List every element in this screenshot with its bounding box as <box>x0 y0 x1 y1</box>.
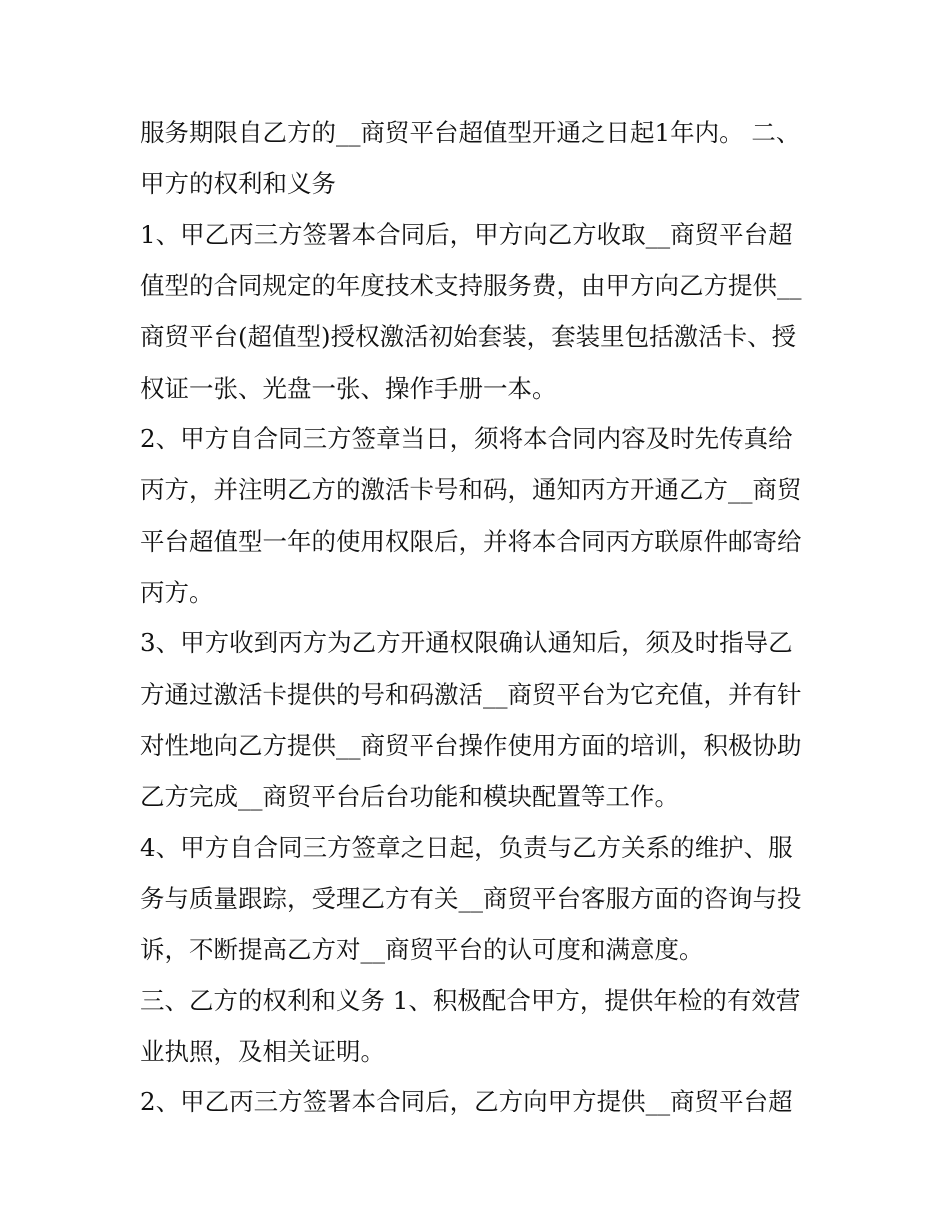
text-line: 业执照，及相关证明。 <box>140 1037 385 1067</box>
text-line: 2、甲乙丙三方签署本合同后，乙方向甲方提供__商贸平台超 <box>140 1087 793 1117</box>
text-line: 三、乙方的权利和义务 1、积极配合甲方，提供年检的有效营 <box>140 985 801 1015</box>
text-line: 方通过激活卡提供的号和码激活__商贸平台为它充值，并有针 <box>140 679 802 709</box>
text-line: 2、甲方自合同三方签章当日，须将本合同内容及时先传真给 <box>140 423 793 453</box>
text-line: 服务期限自乙方的__商贸平台超值型开通之日起1年内。 二、 <box>140 118 801 147</box>
text-line: 权证一张、光盘一张、操作手册一本。 <box>140 373 557 403</box>
contract-body-text <box>140 107 820 1128</box>
text-line: 务与质量跟踪，受理乙方有关__商贸平台客服方面的咨询与投 <box>140 884 802 914</box>
text-line: 值型的合同规定的年度技术支持服务费，由甲方向乙方提供__ <box>140 270 802 300</box>
text-line: 平台超值型一年的使用权限后，并将本合同丙方联原件邮寄给 <box>140 526 802 556</box>
text-line: 对性地向乙方提供__商贸平台操作使用方面的培训，积极协助 <box>140 731 802 761</box>
text-line: 商贸平台(超值型)授权激活初始套装，套装里包括激活卡、授 <box>140 322 797 352</box>
text-line: 丙方。 <box>140 578 214 608</box>
text-line: 乙方完成__商贸平台后台功能和模块配置等工作。 <box>140 782 679 812</box>
text-line: 1、甲乙丙三方签署本合同后，甲方向乙方收取__商贸平台超 <box>140 219 793 249</box>
text-line: 丙方，并注明乙方的激活卡号和码，通知丙方开通乙方__商贸 <box>140 475 802 505</box>
text-line: 诉，不断提高乙方对__商贸平台的认可度和满意度。 <box>140 935 704 965</box>
text-line: 4、甲方自合同三方签章之日起，负责与乙方关系的维护、服 <box>140 832 793 862</box>
text-line: 甲方的权利和义务 <box>140 169 336 199</box>
text-line: 3、甲方收到丙方为乙方开通权限确认通知后，须及时指导乙 <box>140 628 793 658</box>
